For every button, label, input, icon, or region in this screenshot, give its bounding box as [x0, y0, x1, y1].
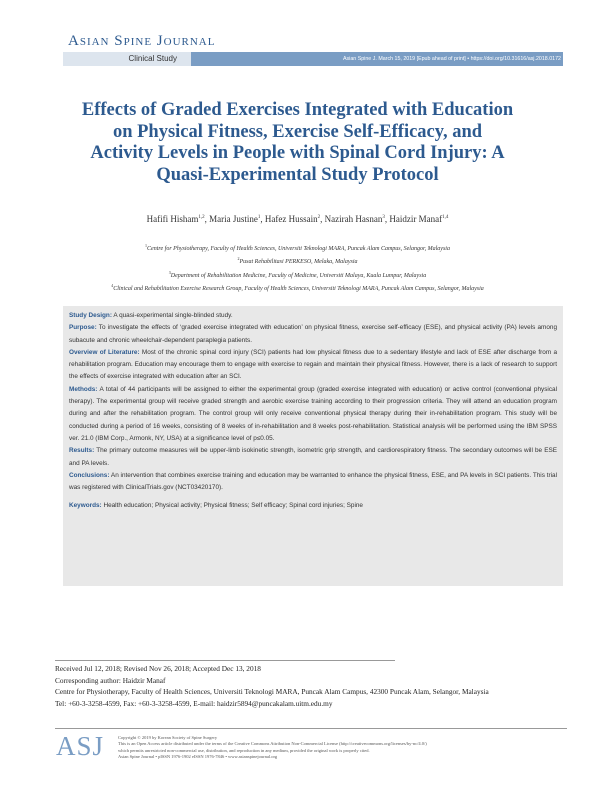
corresponding-author: Corresponding author: Haidzir Manaf	[55, 675, 166, 685]
section-label: Clinical Study	[63, 52, 191, 66]
author-name: Hafez Hussain	[264, 214, 318, 224]
abstract-heading: Study Design:	[69, 312, 112, 319]
affiliation-number: 4	[111, 282, 114, 288]
license-line-1: This is an Open Access article distributed under the terms of the Creative Commons Attribution Non-Commercial License (http://creativecommons.org/licenses/by-nc/4.0/)	[118, 741, 427, 747]
journal-name: Asian Spine Journal	[68, 33, 216, 49]
affiliation-line	[40, 268, 555, 281]
affiliation-text: Department of Rehabilitation Medicine, Faculty of Medicine, Universiti Malaya, Kuala Lumpur, Malaysia	[170, 272, 427, 279]
abstract-heading: Conclusions:	[69, 471, 110, 479]
abstract-box	[63, 306, 563, 586]
affiliation-number: 3	[168, 269, 171, 275]
issn-line: Asian Spine Journal • pISSN 1976-1902 eISSN 1976-7846 • www.asianspinejournal.org	[118, 753, 278, 759]
abstract-section	[69, 470, 557, 495]
author-affiliation-mark: 3	[382, 215, 385, 220]
abstract-text: An intervention that combines exercise training and education may be warranted to enhance the physical fitness, ESE, and PA levels in SCI patients. This trial was registered with ClinicalTrials.gov (NCT03420170).	[69, 471, 557, 492]
author-affiliation-mark: 1	[257, 215, 261, 220]
footnotes	[55, 663, 545, 710]
author-affiliation-mark: 2	[317, 215, 321, 220]
affiliation-number: 2	[237, 256, 240, 262]
abstract-text: A quasi-experimental single-blinded study.	[111, 312, 233, 319]
copyright-line: Copyright © 2019 by Korean Society of Spine Surgery	[118, 735, 218, 740]
abstract-sections	[69, 310, 557, 494]
author-affiliation-mark: 1,4	[442, 215, 449, 220]
author-name: Nazirah Hasnan	[324, 214, 383, 224]
affiliation-number: 1	[145, 243, 148, 248]
affiliation-text: Clinical and Rehabilitation Exercise Research Group, Faculty of Health Sciences, Universiti Teknologi MARA, Puncak Alam Campus, Selangor, Malaysia	[113, 285, 484, 292]
footer-rule	[55, 660, 395, 661]
affiliation-line	[40, 254, 555, 267]
corresponding-address: Centre for Physiotherapy, Faculty of Health Sciences, Universiti Teknologi MARA, Puncak Alam Campus, 42300 Puncak Alam, Selangor, Malaysia	[55, 687, 489, 697]
header-citation: Asian Spine J. March 15, 2019 [Epub ahead of print] • https://doi.org/10.31616/asj.2018.0172	[342, 56, 561, 62]
affiliation-text: Centre for Physiotherapy, Faculty of Health Sciences, Universiti Teknologi MARA, Puncak Alam Campus, Selangor, Malaysia	[147, 246, 450, 252]
abstract-text: A total of 44 participants will be assigned to either the experimental group (graded exercise integrated with education) or active control (conventional physical therapy). The experimental group will receive graded strength and aerobic exercise training according to their progression criteria. They will attend an education program during and after the rehabilitation program. The control group will only receive conventional physical therapy during their in-rehabilitation program. This study will be conducted during a period of 16 weeks, consisting of 8 weeks of in-rehabilitation and 8 weeks post-rehabilitation. Statistical analysis will be performed using the IBM SPSS ver. 21.0 (IBM Corp., Armonk, NY, USA) at a significance level of p≤0.05.	[69, 385, 557, 442]
affiliation-text: Pusat Rehabilitasi PERKESO, Melaka, Malaysia	[239, 259, 358, 266]
keywords-text: Health education; Physical activity; Physical fitness; Self efficacy; Spinal cord injuries; Spine	[101, 502, 363, 510]
author-name: Haidzir Manaf	[389, 214, 443, 224]
keywords	[69, 500, 557, 512]
corresponding-contact: Tel: +60-3-3258-4599, Fax: +60-3-3258-4599, E-mail: haidzir5894@puncakalam.uitm.edu.my	[55, 699, 333, 709]
affiliation-line	[40, 241, 555, 254]
affiliations	[40, 241, 555, 294]
abstract-section	[69, 445, 557, 470]
article-title: Effects of Graded Exercises Integrated with Education on Physical Fitness, Exercise Self-Efficacy, and Activity Levels in People with Spinal Cord Injury: A Quasi-Experimental Study Protocol	[81, 100, 514, 185]
abstract-section	[69, 384, 557, 445]
received-dates: Received Jul 12, 2018; Revised Nov 26, 2018; Accepted Dec 13, 2018	[55, 664, 261, 673]
abstract-section	[69, 322, 557, 347]
asj-logo: ASJ	[56, 731, 105, 761]
abstract-text: The primary outcome measures will be upper-limb isokinetic strength, isometric grip strength, and cardiorespiratory fitness. The secondary outcomes will be ESE and PA levels.	[69, 447, 557, 467]
author-list: Hafifi Hisham$^{1,2}$, Maria Justine$^1$, Hafez Hussain$^2$, Nazirah Hasnan$^3$, Haidzir Manaf$^{1,4}$	[146, 214, 449, 224]
abstract-text: Most of the chronic spinal cord injury (SCI) patients had low physical fitness due to a sedentary lifestyle and lack of ESE after discharge from a rehabilitation program. Education may encourage them to engage with exercise to regain and maintain their physical fitness. However, there is a lack of research to support the effects of exercise integrated with education after an SCI.	[69, 348, 557, 381]
author-affiliation-mark: 1,2	[198, 215, 205, 220]
abstract-heading: Overview of Literature:	[69, 348, 140, 356]
license-line-2: which permits unrestricted non-commercial use, distribution, and reproduction in any medium, provided the original work is properly cited.	[118, 747, 370, 753]
abstract-section	[69, 347, 557, 384]
abstract-section	[69, 310, 557, 322]
abstract-heading: Purpose:	[69, 324, 97, 332]
keywords-label: Keywords:	[69, 502, 102, 510]
license-block	[118, 735, 558, 760]
author-name: Hafifi Hisham	[146, 214, 199, 224]
bottom-rule	[55, 728, 567, 729]
abstract-heading: Methods:	[69, 385, 98, 393]
author-name: Maria Justine	[209, 214, 258, 224]
abstract-heading: Results:	[69, 447, 95, 455]
abstract-text: To investigate the effects of ‘graded exercise integrated with education’ on physical fitness, exercise self-efficacy (ESE), and physical activity (PA) levels among subacute and chronic wheelchair-dependent paraplegia patients.	[69, 324, 557, 344]
affiliation-line	[40, 281, 555, 294]
